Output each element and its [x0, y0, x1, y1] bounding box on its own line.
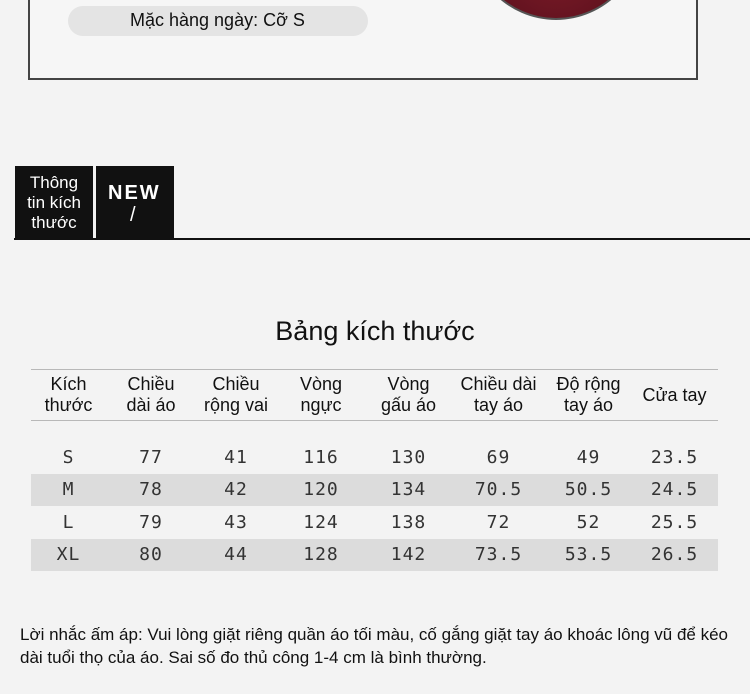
- column-header: [366, 370, 451, 421]
- table-cell: M: [31, 474, 106, 507]
- size-chart-table: [31, 369, 718, 571]
- new-label: NEW: [108, 182, 161, 204]
- table-cell: 124: [303, 511, 339, 533]
- new-badge: [96, 166, 174, 240]
- table-cell: 134: [366, 474, 451, 507]
- column-header-line: Cửa tay: [642, 384, 707, 405]
- table-cell: 79: [139, 511, 163, 533]
- column-header: [451, 370, 546, 421]
- size-chart-title: Bảng kích thước: [275, 316, 475, 346]
- table-cell: 43: [224, 511, 248, 533]
- column-header-line: tay áo: [473, 395, 524, 415]
- column-header-line: Chiều dài: [460, 374, 537, 394]
- table-header-row: [31, 370, 718, 421]
- table-cell: 70.5: [451, 474, 546, 507]
- column-header-line: gấu áo: [380, 395, 437, 415]
- table-cell: 116: [303, 446, 339, 468]
- table-cell: 44: [196, 539, 276, 572]
- column-header-line: Vòng: [299, 374, 343, 394]
- table-cell: 41: [224, 446, 248, 468]
- column-header-line: tay áo: [563, 395, 614, 415]
- table-cell: 53.5: [546, 539, 631, 572]
- column-header-line: rộng vai: [203, 395, 269, 415]
- table-cell: 72: [486, 511, 511, 533]
- wear-size-label: Mặc hàng ngày: Cỡ S: [130, 10, 305, 30]
- table-cell: S: [62, 446, 75, 468]
- table-cell: 25.5: [650, 511, 699, 533]
- table-cell: 80: [106, 539, 196, 572]
- table-cell: 73.5: [451, 539, 546, 572]
- table-cell: 50.5: [546, 474, 631, 507]
- table-row: [31, 474, 718, 507]
- table-cell: 130: [390, 446, 427, 468]
- table-cell: 26.5: [631, 539, 718, 572]
- column-header-line: Chiều: [127, 374, 175, 394]
- table-cell: L: [62, 511, 75, 533]
- column-header: [276, 370, 366, 421]
- column-header-line: Độ rộng: [556, 374, 621, 394]
- table-row: [31, 441, 718, 474]
- table-cell: XL: [31, 539, 106, 572]
- section-divider: [14, 238, 750, 240]
- column-header-line: dài áo: [126, 395, 176, 415]
- column-header-line: Vòng: [387, 374, 430, 394]
- table-cell: 69: [486, 446, 511, 468]
- care-note: Lời nhắc ấm áp: Vui lòng giặt riêng quần áo tối màu, cố gắng giặt tay áo khoác lông vũ để kéo dài tuổi thọ của áo. Sai số đo thủ công 1-4 cm là bình thường.: [20, 625, 728, 667]
- column-header-line: Chiều: [212, 374, 260, 394]
- column-header-line: thước: [44, 395, 93, 415]
- column-header: [31, 370, 106, 421]
- column-header-line: Kích: [50, 374, 87, 394]
- table-cell: 128: [276, 539, 366, 572]
- size-info-line-2: tin kích: [27, 193, 81, 212]
- size-info-line-3: thước: [31, 213, 77, 232]
- table-cell: 52: [576, 511, 601, 533]
- table-cell: 78: [106, 474, 196, 507]
- table-cell: 24.5: [631, 474, 718, 507]
- column-header: [631, 370, 718, 421]
- table-cell: 77: [139, 446, 163, 468]
- table-row: [31, 539, 718, 572]
- table-cell: 23.5: [650, 446, 699, 468]
- size-info-line-1: Thông: [29, 173, 79, 192]
- column-header: [546, 370, 631, 421]
- table-row: [31, 506, 718, 539]
- table-cell: 49: [576, 446, 601, 468]
- size-info-badge: [15, 166, 93, 240]
- column-header-line: ngực: [300, 395, 342, 415]
- table-spacer: [31, 421, 718, 442]
- column-header: [196, 370, 276, 421]
- table-cell: 42: [196, 474, 276, 507]
- column-header: [106, 370, 196, 421]
- table-cell: 138: [390, 511, 427, 533]
- table-cell: 142: [366, 539, 451, 572]
- table-cell: 120: [276, 474, 366, 507]
- new-slash: /: [130, 204, 138, 226]
